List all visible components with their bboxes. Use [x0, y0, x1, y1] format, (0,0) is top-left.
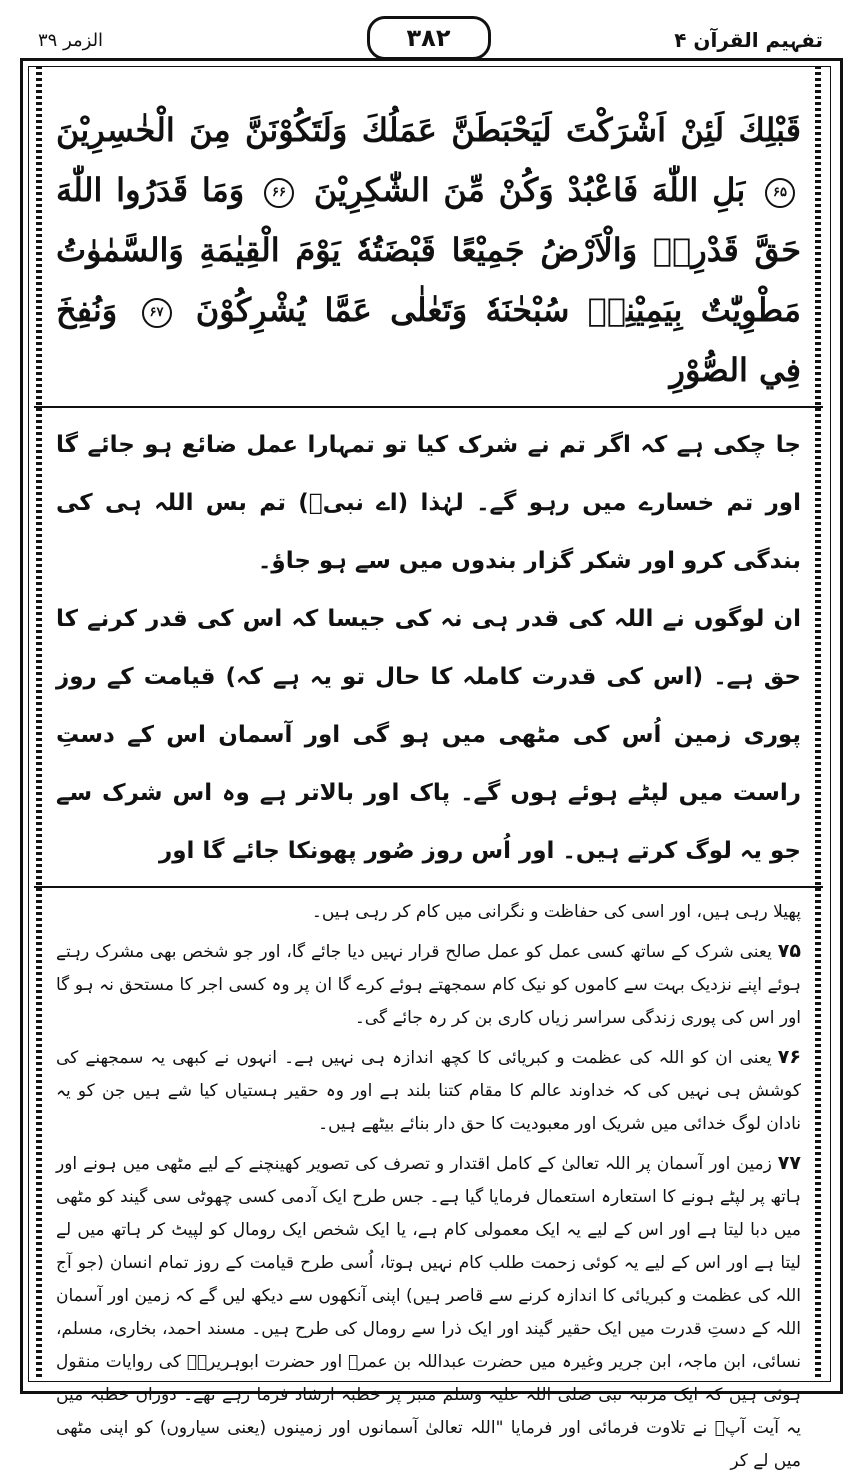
translation-paragraph: ان لوگوں نے اللہ کی قدر ہی نہ کی جیسا کہ اس کی قدر کرنے کا حق ہے۔ (اس کی قدرت کاملہ کا حال تو یہ ہے کہ) قیامت کے روز پوری زمین اُس کی مٹھی میں ہو گی اور آسمان اس کے دستِ راست میں لپٹے ہوئے ہوں گے۔ پاک اور بالاتر ہے وہ اس شرک سے جو یہ لوگ کرتے ہیں۔ اور اُس روز صُور پھونکا جائے گا اور: [56, 606, 801, 864]
footnote-text: یعنی شرک کے ساتھ کسی عمل کو عمل صالح قرار نہیں دیا جائے گا، اور جو شخص بھی مشرک رہتے ہوئے اپنے نزدیک بہت سے کاموں کو نیک کام سمجھتے ہوئے کرے گا ان پر وہ کسی اجر کا مستحق نہ ہو گا اور اس کی پوری زندگی سراسر زیاں کاری بن کر رہ جائے گی۔: [56, 942, 801, 1028]
book-title: تفہیم القرآن ۴: [674, 28, 823, 52]
footnote: [56, 935, 801, 1035]
ayah-marker: ۶۵: [765, 178, 795, 208]
footnote-text: زمین اور آسمان پر اللہ تعالیٰ کے کامل اقتدار و تصرف کی تصویر کھینچنے کے لیے مٹھی میں ہونے اور ہاتھ پر لپٹے ہونے کا استعارہ استعمال فرمایا گیا ہے۔ جس طرح ایک آدمی کسی چھوٹی سی گیند کو مٹھی میں دبا لیتا ہے اور اس کے لیے یہ ایک معمولی کام ہے، یا ایک شخص ایک رومال کو لپیٹ کر ہاتھ میں لے لیتا ہے اور اس کے لیے یہ کوئی زحمت طلب کام نہیں ہوتا، اُسی طرح قیامت کے روز تمام انسان (جو آج اللہ کی عظمت و کبریائی کا اندازہ کرنے سے قاصر ہیں) اپنی آنکھوں سے دیکھ لیں گے کہ زمین اور آسمان اللہ کے دستِ قدرت میں ایک حقیر گیند اور ایک ذرا سے رومال کی طرح ہیں۔ مسند احمد، بخاری، مسلم، نسائی، ابن ماجہ، ابن جریر وغیرہ میں حضرت عبداللہ بن عمرؓ اور حضرت ابوہریرہؓ کی روایات منقول ہوئی ہیں کہ ایک مرتبہ نبی صلی اللہ علیہ وسلم منبر پر خطبہ ارشاد فرما رہے تھے۔ دوران خطبہ میں یہ آیت آپؐ نے تلاوت فرمائی اور فرمایا "اللہ تعالیٰ آسمانوں اور زمینوں (یعنی سیاروں) کو اپنی مٹھی میں لے کر: [56, 1154, 801, 1471]
page-header: [20, 12, 837, 52]
arabic-line-4b: وَنُفِخَ فِي الصُّوْرِ: [56, 291, 801, 389]
ayah-marker: ۶۶: [264, 178, 294, 208]
surah-name: الزمر ۳۹: [38, 30, 104, 51]
page-number-badge: [367, 16, 491, 60]
arabic-line-2: بَلِ اللّٰهَ فَاعْبُدْ وَكُنْ مِّنَ الشّٰكِرِيْنَ: [313, 171, 746, 209]
ornamental-border-left: [36, 66, 42, 1379]
footnote-number: ۷۶: [777, 1046, 801, 1068]
page-content: [56, 100, 801, 1484]
page-number: ۳۸۲: [406, 24, 451, 52]
footnote-number: ۷۷: [777, 1152, 801, 1174]
divider: [34, 886, 823, 888]
ornamental-border-right: [815, 66, 821, 1379]
arabic-line-1: قَبْلِكَ لَئِنْ اَشْرَكْتَ لَيَحْبَطَنَّ عَمَلُكَ وَلَتَكُوْنَنَّ مِنَ الْخٰسِرِيْنَ: [56, 111, 801, 149]
arabic-text: [56, 100, 801, 400]
translation-paragraph: جا چکی ہے کہ اگر تم نے شرک کیا تو تمہارا عمل ضائع ہو جائے گا اور تم خسارے میں رہو گے۔ لہٰذا (اے نبیؐ) تم بس اللہ ہی کی بندگی کرو اور شکر گزار بندوں میں سے ہو جاؤ۔: [56, 432, 801, 574]
arabic-line-2b: وَمَا قَدَرُوا اللّٰهَ حَقَّ قَدْرِهٖ: [56, 171, 802, 269]
footnote-continuation: پھیلا رہی ہیں، اور اسی کی حفاظت و نگرانی میں کام کر رہی ہیں۔: [311, 902, 801, 922]
footnote-text: یعنی ان کو اللہ کی عظمت و کبریائی کا کچھ اندازہ ہی نہیں ہے۔ انہوں نے کبھی یہ سمجھنے کی کوشش ہی نہیں کی کہ خداوند عالم کا مقام کتنا بلند ہے اور وہ حقیر ہستیاں کیا شے ہیں جن کو یہ نادان لوگ خدائی میں شریک اور معبودیت کا حق دار بنائے بیٹھے ہیں۔: [56, 1048, 801, 1134]
arabic-line-3: وَالْاَرْضُ جَمِيْعًا قَبْضَتُهٗ يَوْمَ الْقِيٰمَةِ وَالسَّمٰوٰتُ مَطْوِيّٰتٌ: [56, 231, 802, 329]
footnote: [56, 1041, 801, 1141]
ayah-marker: ۶۷: [142, 298, 172, 328]
divider: [34, 406, 823, 408]
footnote: [56, 1147, 801, 1478]
footnotes: [56, 896, 801, 1478]
arabic-line-4: بِيَمِيْنِهٖ سُبْحٰنَهٗ وَتَعٰلٰى عَمَّا يُشْرِكُوْنَ: [195, 291, 683, 329]
footnote-number: ۷۵: [777, 940, 801, 962]
